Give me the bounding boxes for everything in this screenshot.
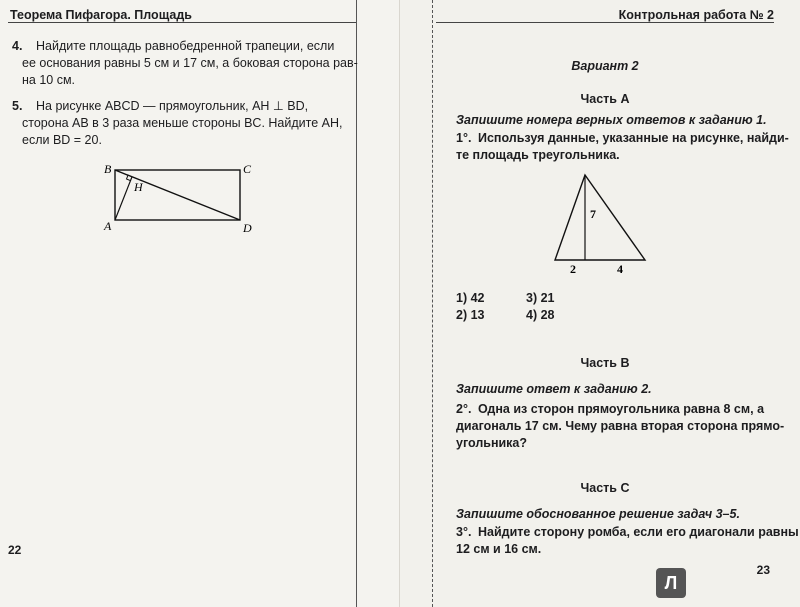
triangle (555, 175, 645, 260)
task-3 (456, 524, 799, 558)
part-c-instruction: Запишите обоснованное решение задач 3–5. (456, 507, 740, 521)
task-2-line-1: Одна из сторон прямоугольника равна 8 см, а (478, 402, 765, 416)
answer-options (456, 290, 596, 324)
left-running-header: Теорема Пифагора. Площадь (10, 8, 192, 22)
task-4 (12, 38, 358, 89)
option-1: 1) 42 (456, 291, 485, 305)
task-1-number: 1°. (456, 131, 472, 145)
task-3-line-2: 12 см и 16 см. (456, 542, 542, 556)
task-5-number: 5. (12, 99, 23, 113)
left-page-number: 22 (8, 543, 22, 557)
option-2: 2) 13 (456, 308, 485, 322)
part-a-title: Часть А (580, 92, 630, 106)
task-2-line-2: диагональ 17 см. Чему равна вторая сторона прямо- (456, 419, 785, 433)
right-margin-rule (432, 0, 433, 607)
task-4-line-3: на 10 см. (22, 73, 76, 87)
part-c-title: Часть С (580, 481, 630, 495)
variant-title: Вариант 2 (571, 59, 639, 73)
left-header-rule (8, 22, 356, 23)
task-4-line-1: Найдите площадь равнобедренной трапеции, если (36, 39, 335, 53)
task-1-line-1: Используя данные, указанные на рисунке, найди- (478, 131, 789, 145)
task-5-line-2: сторона AB в 3 раза меньше стороны BC. Найдите AH, (22, 116, 343, 130)
task-2 (456, 401, 785, 452)
label-b: B (104, 162, 112, 176)
watermark-logo: Л (656, 568, 686, 598)
option-3: 3) 21 (526, 291, 555, 305)
triangle-figure (545, 170, 665, 280)
altitude-ah (115, 177, 132, 220)
task-5-line-3: если BD = 20. (22, 133, 102, 147)
label-c: C (243, 162, 252, 176)
label-h: H (134, 180, 143, 194)
task-4-number: 4. (12, 39, 23, 53)
task-3-number: 3°. (456, 525, 472, 539)
task-5 (12, 98, 352, 149)
task-2-number: 2°. (456, 402, 472, 416)
label-base-4: 4 (617, 262, 623, 276)
label-base-2: 2 (570, 262, 576, 276)
task-1 (456, 130, 789, 164)
task-2-line-3: угольника? (456, 436, 528, 450)
option-4: 4) 28 (526, 308, 555, 322)
diagonal-bd (115, 170, 240, 220)
label-d: D (243, 221, 252, 235)
task-1-line-2: те площадь треугольника. (456, 148, 620, 162)
right-header-rule (436, 22, 774, 23)
rectangle-figure (95, 160, 255, 240)
part-b-title: Часть В (580, 356, 630, 370)
task-3-line-1: Найдите сторону ромба, если его диагонали равны (478, 525, 799, 539)
right-page (400, 0, 800, 607)
right-page-number: 23 (756, 563, 770, 577)
part-b-instruction: Запишите ответ к заданию 2. (456, 382, 652, 396)
part-a-instruction: Запишите номера верных ответов к заданию 1. (456, 113, 767, 127)
task-5-line-1: На рисунке ABCD — прямоугольник, AH ⊥ BD, (36, 99, 309, 113)
right-running-header: Контрольная работа № 2 (618, 8, 774, 22)
left-margin-rule (356, 0, 357, 607)
label-height-7: 7 (590, 207, 596, 221)
label-a: A (104, 219, 112, 233)
task-4-line-2: ее основания равны 5 см и 17 см, а боковая сторона рав- (22, 56, 358, 70)
